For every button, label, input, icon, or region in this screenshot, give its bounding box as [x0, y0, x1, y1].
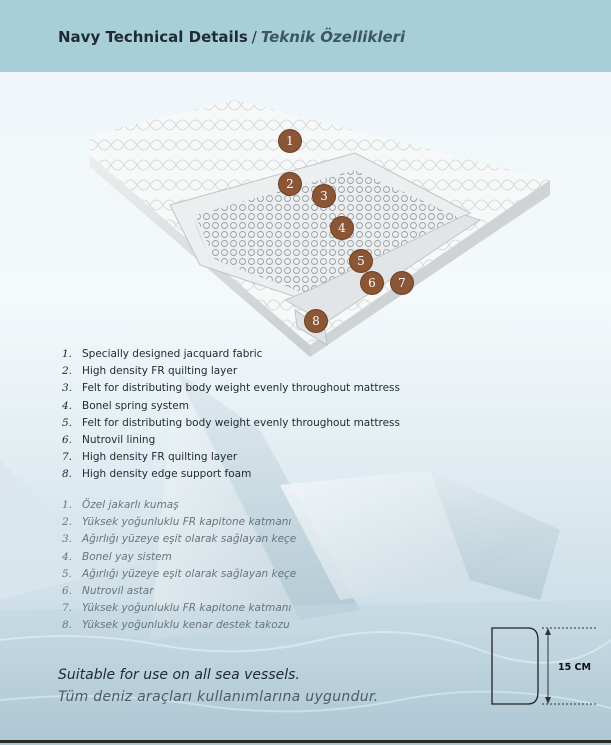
suitability-turkish: Tüm deniz araçları kullanımlarına uygundur.	[58, 689, 379, 705]
list-item: 6. Nutrovil astar	[62, 584, 154, 597]
arrow-down-icon	[545, 697, 551, 704]
list-item: 8. High density edge support foam	[62, 468, 252, 481]
title-separator: /	[251, 28, 257, 46]
callout-3: 3	[313, 185, 335, 207]
list-item: 4. Bonel yay sistem	[62, 550, 172, 563]
list-item: 1. Özel jakarlı kumaş	[62, 499, 179, 511]
list-item: 7. Yüksek yoğunluklu FR kapitone katmanı	[62, 602, 292, 615]
mattress-cutaway-illustration	[85, 95, 555, 360]
callout-4: 4	[331, 217, 353, 239]
list-item: 2. High density FR quilting layer	[62, 365, 238, 378]
list-item: 5. Ağırlığı yüzeye eşit olarak sağlayan keçe	[62, 567, 297, 580]
list-item: 2. Yüksek yoğunluklu FR kapitone katmanı	[62, 516, 292, 529]
arrow-up-icon	[545, 628, 551, 635]
list-item: 8. Yüksek yoğunluklu kenar destek takozu	[62, 619, 290, 632]
callout-1: 1	[279, 130, 301, 152]
mattress-profile-shape	[492, 628, 538, 704]
list-item: 4. Bonel spring system	[62, 399, 189, 412]
list-item: 6. Nutrovil lining	[62, 433, 156, 446]
features-list-turkish	[62, 497, 296, 635]
list-item: 3. Felt for distributing body weight evenly throughout mattress	[62, 382, 400, 395]
callout-5: 5	[350, 250, 372, 272]
suitability-english: Suitable for use on all sea vessels.	[58, 667, 300, 683]
title-english: Navy Technical Details	[58, 28, 248, 46]
callout-7: 7	[391, 272, 413, 294]
bottom-divider	[0, 740, 611, 743]
features-list-english	[62, 346, 400, 484]
callout-2: 2	[279, 173, 301, 195]
list-item: 1. Specially designed jacquard fabric	[62, 348, 263, 360]
callout-8: 8	[305, 310, 327, 332]
list-item: 5. Felt for distributing body weight evenly throughout mattress	[62, 416, 400, 429]
title-turkish: Teknik Özellikleri	[260, 28, 406, 46]
list-item: 7. High density FR quilting layer	[62, 451, 238, 464]
thickness-label: 15 CM	[558, 662, 591, 673]
list-item: 3. Ağırlığı yüzeye eşit olarak sağlayan keçe	[62, 533, 297, 546]
callout-6: 6	[361, 272, 383, 294]
